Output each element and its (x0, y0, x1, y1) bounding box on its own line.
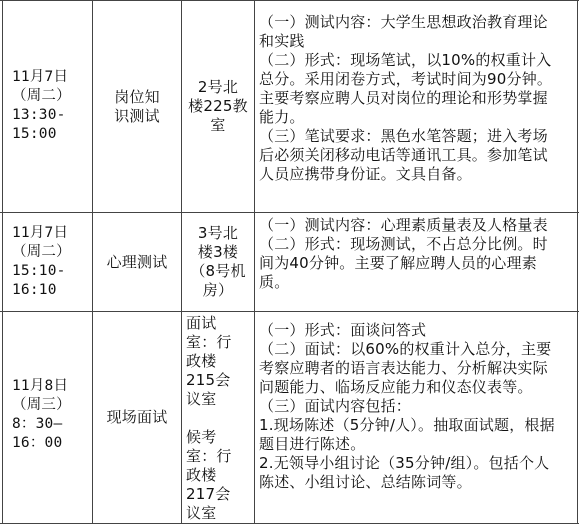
test-item-cell: 现场面试 (106, 408, 168, 426)
location-cell: 面试 室：行 政楼 215会 议室 候考 室：行 政楼 217会 议室 (186, 314, 232, 522)
row-divider (0, 311, 579, 312)
location-cell: 2号北 楼225教 室 (188, 78, 248, 134)
test-item-cell: 岗位知 识测试 (114, 87, 160, 125)
column-divider (254, 0, 255, 524)
date-cell: 11月7日 （周二） 15:10- 16:10 (12, 225, 71, 298)
table-border-left (2, 0, 3, 524)
row-divider (0, 212, 579, 213)
date-cell: 11月7日 （周二） 13:30- 15:00 (12, 69, 71, 142)
content-cell: （一）测试内容：大学生思想政治教育理论和实践 （二）形式：现场笔试，以10%的权重计入总分。采用闭卷方式，考试时间为90分钟。主要考察应聘人员对岗位的理论和形势掌握能力。 （三）笔试要求：黑色水笔答题；进入考场后必须关闭移动电话等通讯工具。参加笔试人员应携带身份证。文具自备。 (259, 13, 553, 183)
table-border-right (577, 0, 578, 524)
content-cell: （一）测试内容：心理素质量表及人格量表 （二）形式：现场测试，不占总分比例。时间为40分钟。主要了解应聘人员的心理素质。 (259, 216, 548, 291)
location-cell: 3号北 楼3楼 （8号机 房） (190, 224, 246, 299)
date-cell: 11月8日 （周三） 8：30— 16：00 (12, 378, 71, 451)
content-cell: （一）形式：面谈问答式 （二）面试：以60%的权重计入总分，主要考察应聘者的语言表达能力、分析解决实际问题能力、临场反应能力和仪态仪表等。 （三）面试内容包括： 1.现场陈述（5分钟/人）。抽取面试题，根据题目进行陈述。 2.无领导小组讨论（35分钟/组）。包括个人陈述、小组讨论、总结陈词等。 (259, 321, 555, 491)
table-border-top (0, 0, 579, 1)
test-item-cell: 心理测试 (106, 252, 168, 271)
